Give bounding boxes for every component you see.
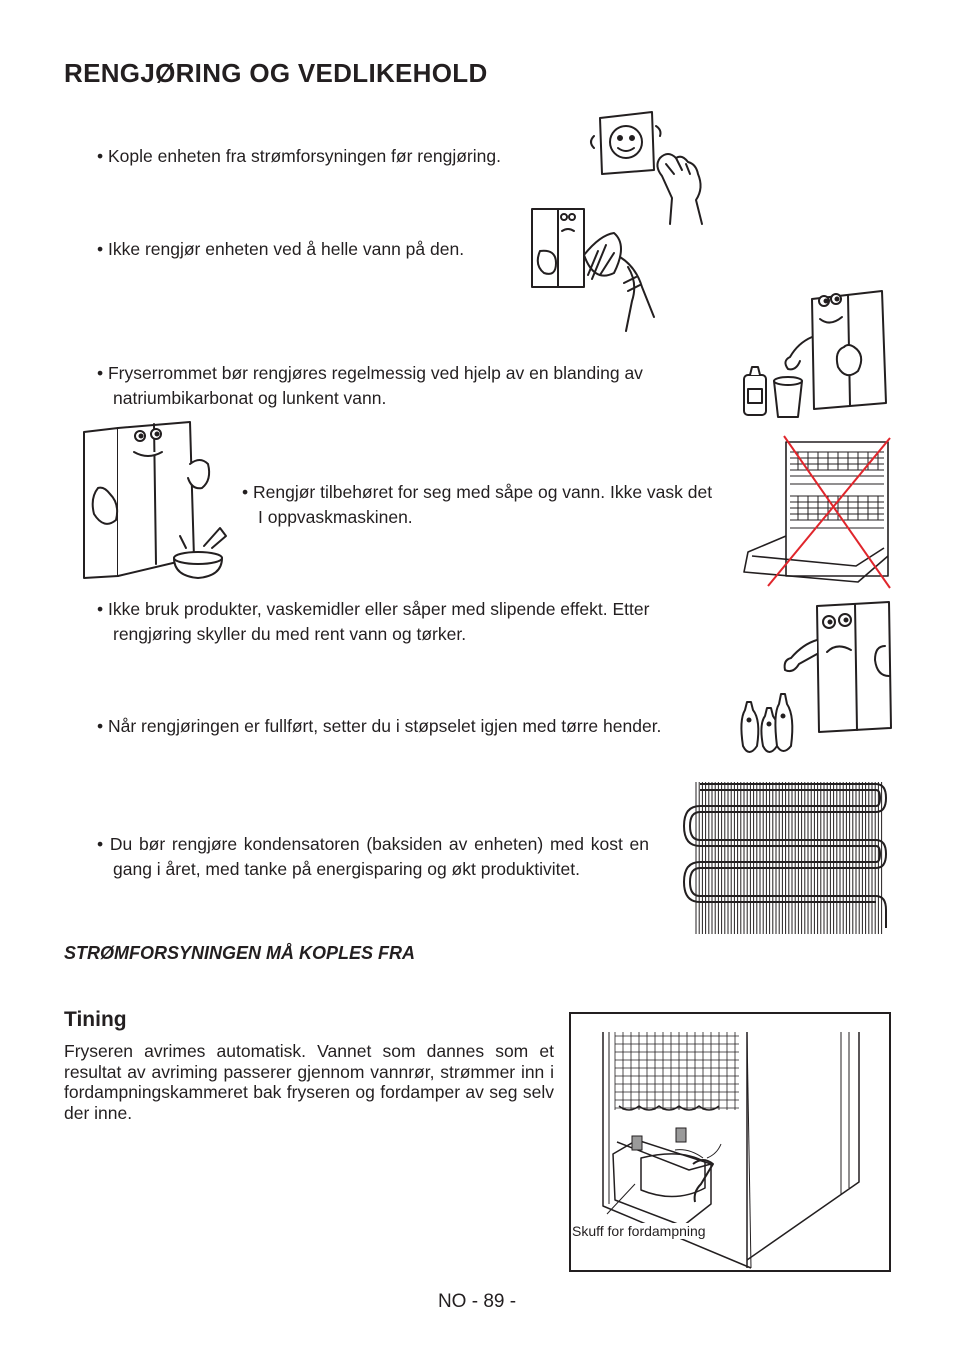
condenser-coil-icon (686, 778, 891, 938)
bullet-accessories: • Rengjør tilbehøret for seg med såpe og vann. Ikke vask det I oppvaskmaskinen. (242, 482, 713, 527)
fridge-with-detergent-icon (740, 285, 890, 420)
fridge-splashed-with-water-icon (528, 205, 673, 345)
bullet-freezer-cleaning: • Fryserrommet bør rengjøres regelmessig ved hjelp av en blanding av natriumbikarbonat og lunkent vann. (97, 363, 643, 408)
bullet-no-water: • Ikke rengjør enheten ved å helle vann på den. (97, 239, 465, 259)
warning-subheading: STRØMFORSYNINGEN MÅ KOPLES FRA (64, 943, 416, 963)
figure-caption: Skuff for fordampning (572, 1223, 706, 1239)
tining-paragraph: Fryseren avrimes automatisk. Vannet som dannes som et resultat av avriming passerer gjennom vannrør, strømmer inn i fordampningskammeret bak fryseren og fordamper av seg selv der inne. (64, 1041, 554, 1123)
bullet-no-abrasives: • Ikke bruk produkter, vaskemidler eller såper med slipende effekt. Etter rengjøring skyller du med rent vann og tørker. (97, 599, 650, 644)
bullet-condenser: • Du bør rengjøre kondensatoren (baksiden av enheten) med kost en gang i året, med tanke på energisparing og økt produktivitet. (97, 834, 649, 879)
bullet-unplug: • Kople enheten fra strømforsyningen før rengjøring. (97, 146, 501, 166)
page-title: RENGJØRING OG VEDLIKEHOLD (64, 58, 488, 88)
tining-heading: Tining (64, 1008, 127, 1031)
dishwasher-crossed-out-icon (738, 436, 893, 588)
sad-fridge-with-bottles-icon (735, 600, 893, 760)
fridge-with-bowl-icon (78, 418, 228, 583)
page-number: NO - 89 - (437, 1291, 517, 1312)
bullet-dry-hands: • Når rengjøringen er fullført, setter du i støpselet igjen med tørre hender. (97, 716, 662, 736)
